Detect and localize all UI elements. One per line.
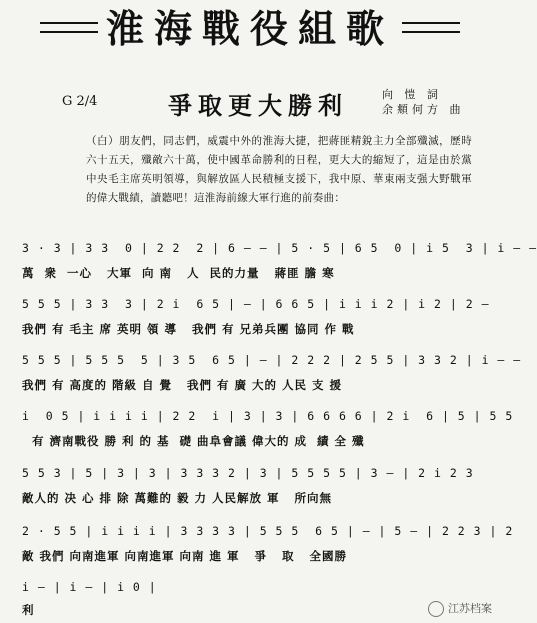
composer-credit: 余頫何方 曲 xyxy=(382,103,465,116)
staff-3-notes: 5 5 5 | 5 5 5 5 | 3 5 6 5 | ‒ | 2 2 2 | 2 5 5 | 3 3 2 | i ‒ ‒ xyxy=(22,353,522,367)
staff-4-notes: i 0 5 | i i i i | 2 2 i | 3 | 3 | 6 6 6 6 | 2 i 6 | 5 | 5 5 xyxy=(22,409,514,423)
watermark xyxy=(428,600,492,617)
staff-1-lyrics: 萬 衆 一心 大軍 向 南 人 民的力量 蔣匪 膽 寒 xyxy=(22,266,335,280)
watermark-text: 江苏档案 xyxy=(448,602,492,615)
staff-6-notes: 2 · 5 5 | i i i i | 3 3 3 3 | 5 5 5 6 5 | ‒ | 5 ‒ | 2 2 3 | 2 xyxy=(22,524,514,538)
staff-2-lyrics: 我們 有 毛主 席 英明 領 導 我們 有 兄弟兵團 協同 作 戰 xyxy=(22,322,355,336)
key-signature: G 2/4 xyxy=(62,94,98,109)
staff-3-lyrics: 我們 有 高度的 階級 自 覺 我們 有 廣 大的 人民 支 援 xyxy=(22,378,343,392)
staff-5-lyrics: 敵人的 决 心 排 除 萬難的 毅 力 人民解放 軍 所向無 xyxy=(22,491,333,505)
staff-5-notes: 5 5 3 | 5 | 3 | 3 | 3 3 3 2 | 3 | 5 5 5 5 | 3 ‒ | 2 i 2 3 xyxy=(22,466,474,480)
staff-6-lyrics: 敵 我們 向南進軍 向南進軍 向南 進 軍 爭 取 全國勝 xyxy=(22,549,348,563)
staff-7-notes: i ‒ | i ‒ | i 0 | xyxy=(22,580,157,594)
page-title: 淮海戰役組歌 xyxy=(105,6,394,51)
lyricist-credit: 向 愷 詞 xyxy=(382,88,442,101)
staff-1-notes: 3 · 3 | 3 3 0 | 2 2 2 | 6 ‒ ‒ | 5 · 5 | 6 5 0 | i 5 3 | i ‒ ‒ xyxy=(22,241,537,255)
song-title: 爭取更大勝利 xyxy=(168,91,348,120)
staff-7-lyrics: 利 xyxy=(22,603,35,617)
staff-2-notes: 5 5 5 | 3 3 3 | 2 i 6 5 | ‒ | 6 6 5 | i i i 2 | i 2 | 2 ‒ xyxy=(22,297,490,311)
wechat-icon xyxy=(428,601,444,617)
intro-narration: （白）朋友們，同志們，威震中外的淮海大捷，把蔣匪精銳主力全部殲滅，歷時六十五天，殲敵六十萬，使中國革命勝利的日程，更大大的縮短了，這是由於黨中央毛主席英明領導，與解放區人民積極支援下，我中原、華東兩支强大野戰軍的偉大戰績，讀聽吧！這淮海前線大軍行進的前奏曲： xyxy=(86,135,472,204)
staff-4-lyrics: 有 濟南戰役 勝 利 的 基 礎 曲阜會議 偉大的 成 績 全 殲 xyxy=(22,434,365,448)
